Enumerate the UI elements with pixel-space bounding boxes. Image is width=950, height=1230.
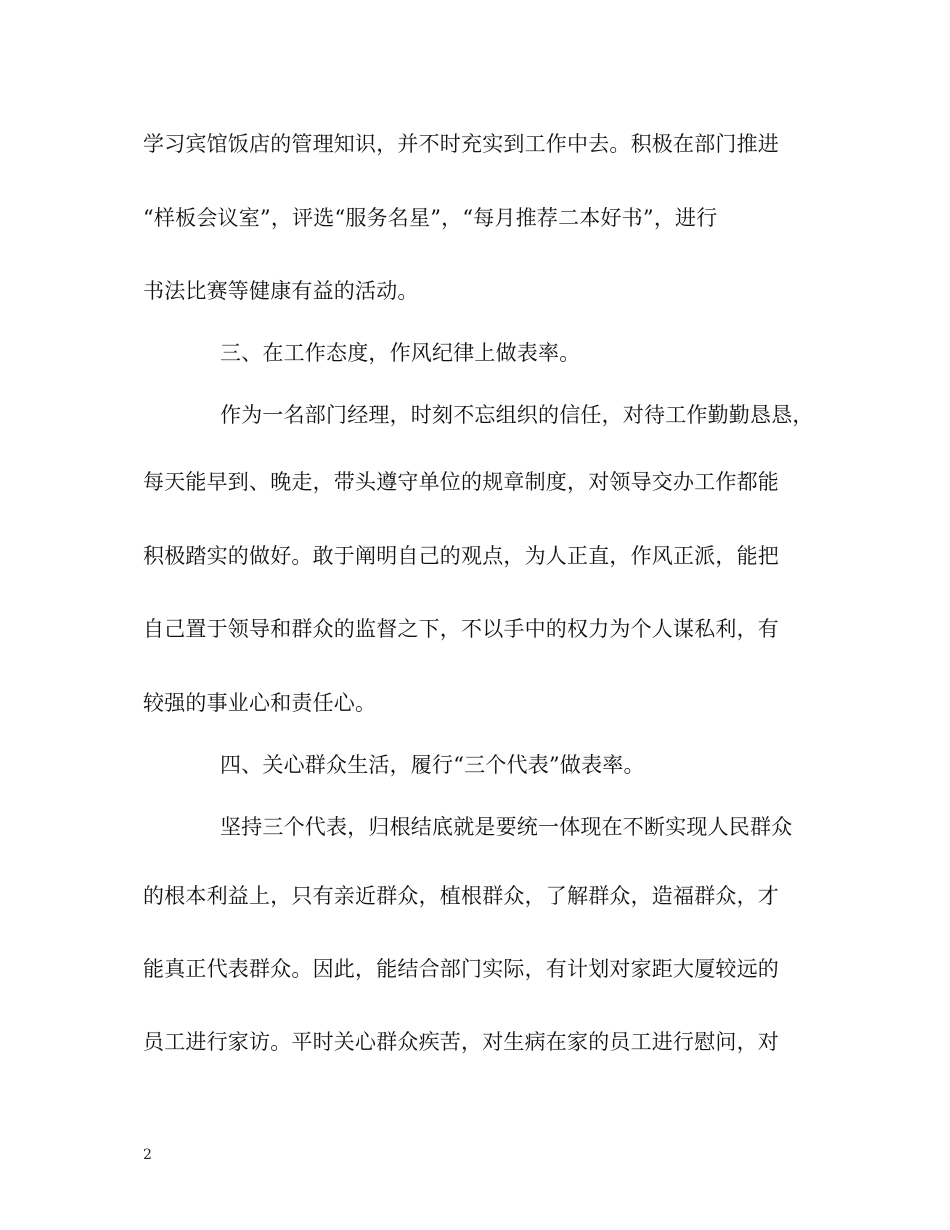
text-line-12: 的根本利益上，只有亲近群众，植根群众，了解群众，造福群众，才	[143, 884, 779, 908]
text-line-9: 较强的事业心和责任心。	[143, 691, 377, 715]
text-line-14: 员工进行家访。平时关心群众疾苦，对生病在家的员工进行慰问，对	[143, 1030, 779, 1054]
text-line-6: 每天能早到、晚走，带头遵守单位的规章制度，对领导交办工作都能	[143, 470, 779, 494]
text-line-8: 自己置于领导和群众的监督之下，不以手中的权力为个人谋私利，有	[143, 617, 779, 641]
text-line-5: 作为一名部门经理，时刻不忘组织的信任，对待工作勤勤恳恳，	[220, 403, 814, 427]
text-line-2: “样板会议室”，评选“服务名星”，“每月推荐二本好书”，进行	[143, 206, 718, 230]
page-number: 2	[143, 1147, 152, 1163]
section-heading-4: 四、关心群众生活，履行“三个代表”做表率。	[220, 753, 645, 777]
text-line-13: 能真正代表群众。因此，能结合部门实际，有计划对家距大厦较远的	[143, 957, 779, 981]
section-heading-3: 三、在工作态度，作风纪律上做表率。	[220, 341, 581, 365]
text-line-7: 积极踏实的做好。敢于阐明自己的观点，为人正直，作风正派，能把	[143, 544, 779, 568]
text-line-1: 学习宾馆饭店的管理知识，并不时充实到工作中去。积极在部门推进	[143, 132, 779, 156]
text-line-11: 坚持三个代表，归根结底就是要统一体现在不断实现人民群众	[220, 815, 793, 839]
text-line-3: 书法比赛等健康有益的活动。	[143, 279, 419, 303]
